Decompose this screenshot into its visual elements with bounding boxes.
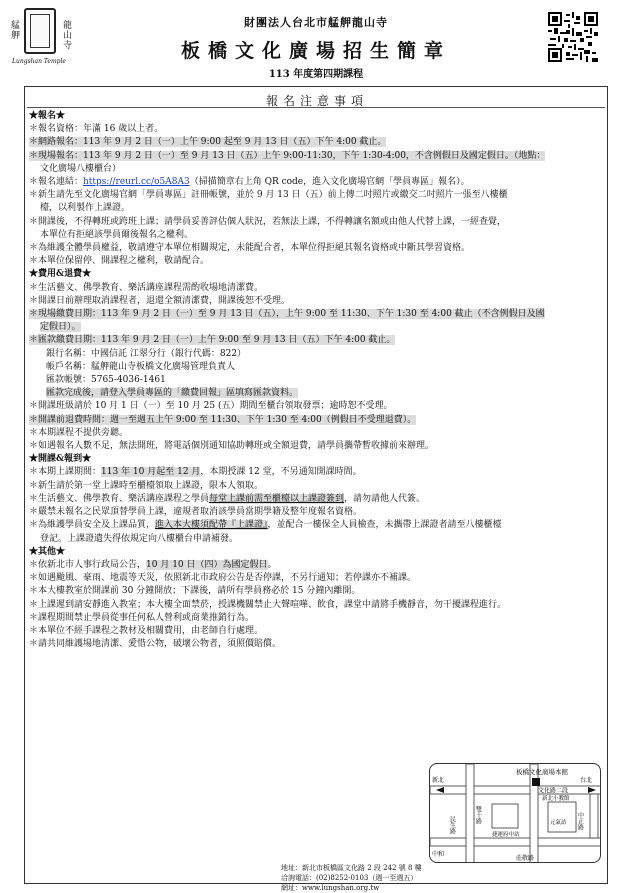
- item-text: 。: [267, 559, 277, 570]
- logo-caption: Lungshan Temple: [12, 58, 66, 65]
- highlight: 10 月 10 日（四）為國定假日: [146, 559, 268, 570]
- highlight: ＊現場繳費日期：113 年 9 月 2 日（一）至 9 月 13 日（五），上午 9:00 至 11:30、下午 1:30 至 4:00 截止（不含例假日及國: [29, 309, 545, 320]
- item-text: ＊新生請先至文化廣場官網「學員專區」註冊帳號，並於 9 月 13 日（五）前上傳二吋照片或繳交二吋照片一張至八樓櫃: [29, 190, 508, 201]
- item-label: ＊生活藝文、佛學教育、樂活講座課程之學員: [29, 493, 210, 504]
- list-item: ＊開課班級請於 10 月 1 日（一）至 10 月 25 (五）期間至櫃台領取發票；逾時恕不受理。: [29, 401, 393, 412]
- item-text: ，請勿請他人代簽。: [344, 493, 426, 504]
- map-label-taibei: 台北: [580, 777, 593, 784]
- item-label: ＊依新北市人事行政局公告，: [29, 559, 147, 570]
- remit-note: [29, 387, 603, 400]
- list-item: ＊報名資格：年滿 16 歲以上者。: [29, 124, 164, 135]
- line-cont: 檯，以利製作上課證。: [40, 203, 131, 214]
- highlight: ＊網路報名：113 年 9 月 2 日（一）上午 9:00 起至 9 月 13 日（五）下午 4:00 截止。: [29, 137, 387, 148]
- list-item: [29, 189, 603, 215]
- header: [0, 0, 632, 84]
- footer-site[interactable]: 網址：www.lungshan.org.tw: [281, 884, 380, 892]
- list-item: ＊請共同維護場地清潔、愛惜公物，破壞公物者，須照價賠償。: [29, 639, 282, 650]
- highlight: ＊開課前退費時間：週一至週五上午 9:00 至 11:30、下午 1:30 至 4:00（例假日不受理退費）。: [29, 414, 417, 425]
- line-cont: 本單位有拒絕該學員爾後報名之權利。: [40, 229, 194, 240]
- list-item: ＊本期課程不提供旁聽。: [29, 427, 129, 438]
- location-map: [429, 763, 601, 863]
- list-item: [29, 150, 603, 176]
- item-text: ＊開課後，不得轉班或跨班上課；請學員妥善評估個人狀況，若無法上課，不得轉讓名額或由他人代替上課，一經查覺，: [29, 216, 507, 227]
- map-label-xinbei: 新北: [432, 777, 445, 784]
- map-road-zhuangjing: 莊敬路: [516, 855, 535, 862]
- map-label-mrt: 捷運府中站: [492, 832, 520, 838]
- notice-frame: [24, 86, 608, 892]
- account-number: 匯款帳號：5765-4036-1461: [46, 375, 166, 386]
- map-label-station: 元氣站: [550, 820, 567, 826]
- list-item: [29, 308, 603, 334]
- list-item: [29, 493, 603, 506]
- line-cont: 文化廣場八樓櫃台）: [40, 163, 122, 174]
- item-label: ＊為維護學員安全及上課品質，: [29, 520, 156, 531]
- footer-contact: [281, 863, 422, 893]
- list-item: [29, 136, 603, 149]
- highlight: 定假日）。: [40, 322, 81, 333]
- map-label-zhonghe: 中和: [432, 851, 445, 858]
- line-cont: 登記。上課證遺失得依規定向八樓櫃台申請補發。: [40, 533, 239, 544]
- list-item: ＊新生請於第一堂上課時至櫃檯領取上課證，限本人領取。: [29, 480, 264, 491]
- map-drawing: [430, 764, 601, 863]
- account-name: 帳戶名稱：艋舺龍山寺板橋文化廣場管理負責人: [46, 361, 236, 372]
- bank-name: 銀行名稱：中國信託 江翠分行（銀行代碼：822）: [46, 348, 247, 359]
- list-item: ＊開課日前辦理取消課程者，退還全額清潔費，開課後恕不受理。: [29, 295, 291, 306]
- highlight: 匯款完成後，請登入學員專區的「繳費回報」區填寫匯款資料。: [46, 388, 299, 399]
- map-label-school: 新北小教館: [542, 796, 570, 802]
- item-text: ，並配合一樓保全人員檢查，未攜帶上課證者請至八樓櫃檯: [267, 520, 502, 531]
- list-item: ＊本單位保留停、開課程之權利，敬請配合。: [29, 256, 210, 267]
- list-item: ＊課程期間禁止學員從事任何私人營利或商業推銷行為。: [29, 612, 255, 623]
- list-item: [29, 216, 603, 242]
- building-marker: [532, 778, 540, 786]
- footer-phone: 洽詢電話：(02)8252-0103（週一至週五）: [281, 874, 418, 882]
- section-heading: ★費用&退費★: [29, 269, 92, 280]
- section-heading: ★其他★: [29, 546, 66, 557]
- list-item: ＊上課遲到請安靜進入教室；本大樓全面禁菸，授課機關禁止大聲喧嘩、飲食，課堂中請將手機靜音，勿干擾課程進行。: [29, 599, 507, 610]
- list-item: [29, 414, 603, 427]
- org-name: 財團法人台北市艋舺龍山寺: [244, 16, 388, 29]
- notice-body: [29, 110, 603, 651]
- list-item: [29, 176, 603, 189]
- section-heading: ★報名★: [29, 111, 66, 121]
- item-label: ＊報名連結：: [29, 177, 84, 188]
- register-link[interactable]: https://reurl.cc/o5A8A3: [83, 177, 190, 188]
- highlight: ＊現場報名：113 年 9 月 2 日（一）至 9 月 13 日（五）上午 9:00-11:30，下午 1:30-4:00，不含例假日及國定假日。（地點：: [29, 150, 546, 161]
- list-item: [29, 466, 603, 479]
- divider: [27, 107, 605, 108]
- list-item: ＊本單位不經手課程之教材及相關費用，由老師自行處理。: [29, 625, 264, 636]
- footer-address: 地址：新北市板橋區文化路 2 段 242 號 8 樓: [281, 864, 422, 872]
- logo-side-right: 龍山寺: [61, 20, 71, 50]
- list-item: ＊嚴禁未報名之民眾頂替學員上課，違規者取消該學員當期學籍及整年度報名資格。: [29, 507, 363, 518]
- map-road-wenhua: 文化路二段: [538, 787, 569, 795]
- map-road-zhongzheng: 中正路: [576, 812, 584, 830]
- highlight: 每堂上課前需至櫃檯以上課證簽到: [209, 493, 345, 504]
- list-item: [29, 334, 603, 347]
- list-item: ＊生活藝文、佛學教育、樂活講座課程需酌收場地清潔費。: [29, 282, 264, 293]
- qr-code-icon[interactable]: [548, 12, 598, 62]
- notice-title: 報名注意事項: [265, 94, 368, 108]
- term-subtitle: 113 年度第四期課程: [268, 69, 364, 80]
- list-item: ＊為維護全體學員權益，敬請遵守本單位相關規定，未能配合者，本單位得拒絕其報名資格或中斷其學習資格。: [29, 243, 471, 254]
- list-item: [29, 519, 603, 545]
- highlight: 進入本大樓須配帶『上課證』: [155, 520, 268, 531]
- page-title: 板橋文化廣場招生簡章: [180, 40, 451, 62]
- section-heading: ★開課&報到★: [29, 454, 92, 465]
- map-label-plaza: 板橋文化廣場本館: [516, 768, 568, 776]
- map-road-minsheng: 民生路: [448, 816, 456, 834]
- list-item: ＊如遇颱風、豪雨、地震等天災，依照新北市政府公告是否停課，不另行通知；若停課亦不補課。: [29, 573, 417, 584]
- list-item: [29, 559, 603, 572]
- highlight: ＊匯款繳費日期：113 年 9 月 2 日（一）上午 9:00 至 9 月 13 日（五）下午 4:00 截止。: [29, 335, 396, 346]
- item-text: （掃描簡章右上角 QR code，進入文化廣場官網「學員專區」報名）。: [189, 177, 470, 188]
- list-item: ＊本大樓教室於開課前 30 分鐘開放；下課後，請所有學員務必於 15 分鐘內離開。: [29, 586, 361, 597]
- map-road-shuangshi: 雙十路: [474, 806, 482, 824]
- item-text: ，本期授課 12 堂，不另通知開課時間。: [200, 467, 362, 478]
- item-label: ＊本期上課期間：: [29, 467, 102, 478]
- highlight: 113 年 10 月起至 12 月: [101, 467, 201, 478]
- logo-side-left: 艋舺: [9, 20, 19, 40]
- list-item: ＊如遇報名人數不足，無法開班，將電話個別通知協助轉班或全額退費，請學員攜帶暫收據前來辦理。: [29, 441, 435, 452]
